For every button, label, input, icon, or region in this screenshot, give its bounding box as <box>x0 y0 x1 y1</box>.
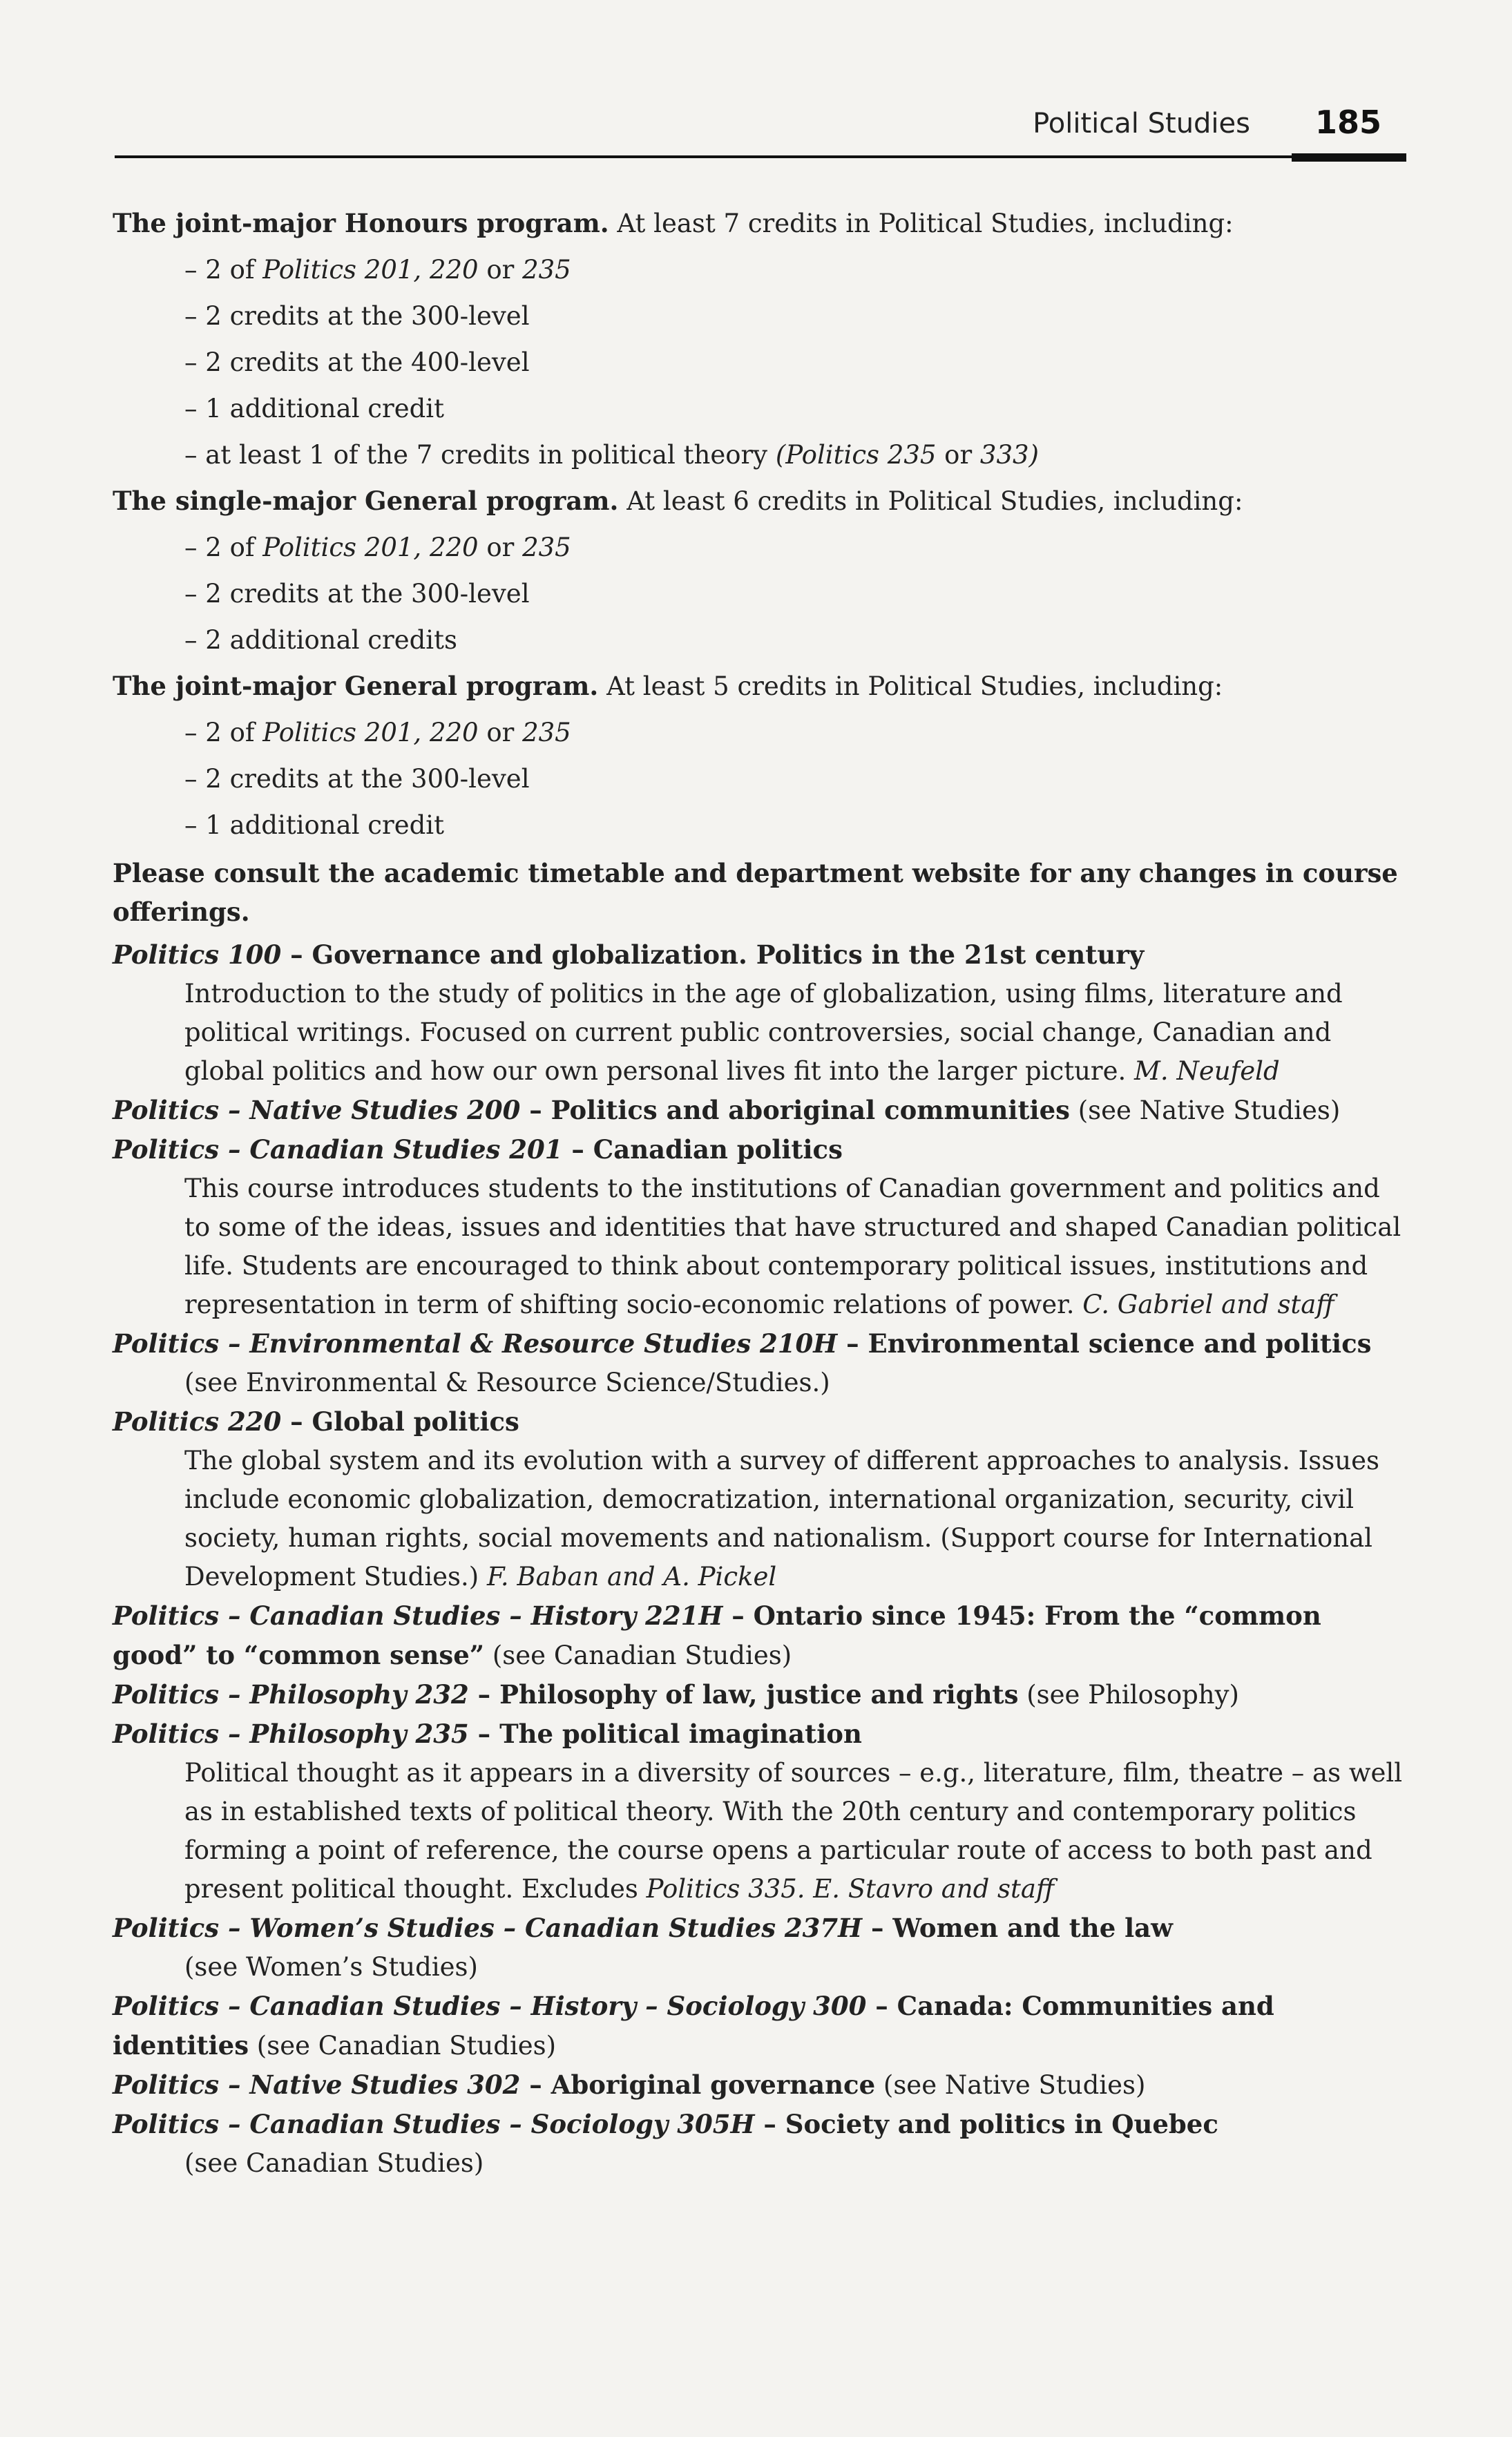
program-block <box>113 200 1404 478</box>
course-instructor: C. Gabriel and staff <box>1082 1290 1334 1319</box>
course-code: Politics 100 <box>113 939 282 970</box>
course-entry: Politics – Canadian Studies – Sociology 305H – Society and politics in Quebec (see Canadian Studies) <box>113 2105 1404 2183</box>
course-see-note: (see Canadian Studies) <box>484 1641 792 1670</box>
course-code: Politics – Canadian Studies – History – Sociology 300 <box>113 1991 867 2021</box>
course-entry: Politics 100 – Governance and globalization. Politics in the 21st century Introduction to the study of politics in the age of globalization, using films, literature and political writings. Focused on current public controversies, social change, Canadian and global politics and how our own personal lives fit into the larger picture. M. Neufeld <box>113 935 1404 1091</box>
course-instructor: E. Stavro and staff <box>805 1874 1055 1904</box>
course-entry: Politics – Native Studies 302 – Aboriginal governance (see Native Studies) <box>113 2070 1146 2100</box>
requirement-item: – at least 1 of the 7 credits in political theory (Politics 235 or 333) <box>184 440 1039 470</box>
program-block <box>113 478 1404 663</box>
course-description: Political thought as it appears in a diversity of sources – e.g., literature, film, theatre – as well as in established texts of political theory. With the 20th century and contemporary politics forming a point of reference, the course opens a particular route of access to both past and present political thought. Excludes Politics 335. E. Stavro and staff <box>184 1758 1403 1904</box>
course-see-note: (see Philosophy) <box>1018 1680 1239 1710</box>
course-code: Politics – Women’s Studies – Canadian Studies 237H <box>113 1913 863 1943</box>
timetable-notice: Please consult the academic timetable and department website for any changes in course offerings. <box>113 858 1398 927</box>
course-title: Women and the law <box>892 1913 1173 1943</box>
course-code: Politics – Canadian Studies – Sociology 305H <box>113 2109 755 2139</box>
page-number: 185 <box>1314 104 1381 141</box>
course-title: Global politics <box>312 1406 519 1437</box>
course-title: The political imagination <box>499 1719 862 1749</box>
course-see-note: (see Environmental & Resource Science/Studies.) <box>184 1368 830 1397</box>
page-body <box>113 200 1404 2183</box>
course-description: Introduction to the study of politics in the age of globalization, using films, literature and political writings. Focused on current public controversies, social change, Canadian and global politics and how our own personal lives fit into the larger picture. M. Neufeld <box>184 979 1343 1086</box>
course-entry: Politics – Native Studies 200 – Politics and aboriginal communities (see Native Studies) <box>113 1095 1341 1125</box>
course-see-note: (see Native Studies) <box>875 2070 1146 2100</box>
requirement-item: – 1 additional credit <box>184 394 444 423</box>
program-title: The single-major General program. <box>113 486 619 516</box>
course-title: Society and politics in Quebec <box>785 2109 1218 2139</box>
course-title: Environmental science and politics <box>868 1328 1372 1359</box>
course-entry: Politics – Philosophy 232 – Philosophy of law, justice and rights (see Philosophy) <box>113 1679 1239 1710</box>
course-title: Ontario since 1945: From the “common good” to “common sense” <box>113 1600 1321 1670</box>
course-title: Canada: Communities and identities <box>113 1991 1274 2061</box>
course-instructor: M. Neufeld <box>1134 1056 1280 1086</box>
course-entry: Politics – Canadian Studies – History 221H – Ontario since 1945: From the “common good” to “common sense” (see Canadian Studies) <box>113 1600 1321 1670</box>
course-code: Politics 220 <box>113 1406 282 1437</box>
course-title: Canadian politics <box>593 1134 843 1165</box>
requirement-item: – 1 additional credit <box>184 810 444 840</box>
course-entry: Politics – Canadian Studies 201 – Canadian politics This course introduces students to the institutions of Canadian government and politics and to some of the ideas, issues and identities that have structured and shaped Canadian political life. Students are encouraged to think about contemporary political issues, institutions and representation in term of shifting socio-economic relations of power. C. Gabriel and staff <box>113 1130 1404 1324</box>
requirement-item: – 2 of Politics 201, 220 or 235 <box>184 533 571 562</box>
header-rule <box>115 155 1406 158</box>
program-heading <box>113 663 1404 709</box>
course-excludes: Politics 335. <box>646 1874 805 1904</box>
course-entry: Politics – Environmental & Resource Studies 210H – Environmental science and politics (see Environmental & Resource Science/Studies.) <box>113 1324 1404 1402</box>
program-title: The joint-major General program. <box>113 671 599 701</box>
program-intro: At least 6 credits in Political Studies, including: <box>626 486 1243 516</box>
requirement-item: – 2 credits at the 300-level <box>184 301 530 331</box>
requirement-item: – 2 additional credits <box>184 625 457 655</box>
requirement-item: – 2 of Politics 201, 220 or 235 <box>184 255 571 285</box>
requirement-item: – 2 credits at the 400-level <box>184 347 530 377</box>
course-code: Politics – Native Studies 302 <box>113 2070 521 2100</box>
section-title: Political Studies <box>1033 108 1250 140</box>
requirement-item: – 2 of Politics 201, 220 or 235 <box>184 718 571 747</box>
program-heading <box>113 478 1404 524</box>
course-title: Politics and aboriginal communities <box>551 1095 1070 1125</box>
course-title: Aboriginal governance <box>551 2070 876 2100</box>
course-entry: Politics – Philosophy 235 – The political imagination Political thought as it appears in a diversity of sources – e.g., literature, film, theatre – as well as in established texts of political theory. With the 20th century and contemporary politics forming a point of reference, the course opens a particular route of access to both past and present political thought. Excludes Politics 335. E. Stavro and staff <box>113 1714 1404 1909</box>
requirement-item: – 2 credits at the 300-level <box>184 579 530 609</box>
course-see-note: (see Canadian Studies) <box>184 2148 484 2178</box>
course-description: This course introduces students to the institutions of Canadian government and politics and to some of the ideas, issues and identities that have structured and shaped Canadian political life. Students are encouraged to think about contemporary political issues, institutions and representation in term of shifting socio-economic relations of power. C. Gabriel and staff <box>184 1174 1401 1319</box>
program-intro: At least 5 credits in Political Studies, including: <box>606 671 1223 701</box>
course-title: Governance and globalization. Politics in the 21st century <box>312 939 1145 970</box>
course-description: The global system and its evolution with a survey of different approaches to analysis. Issues include economic globalization, democratization, international organization, security, civil society, human rights, social movements and nationalism. (Support course for International Development Studies.) F. Baban and A. Pickel <box>184 1446 1379 1592</box>
running-header <box>111 104 1409 159</box>
program-intro: At least 7 credits in Political Studies, including: <box>617 209 1234 238</box>
course-entry: Politics 220 – Global politics The global system and its evolution with a survey of different approaches to analysis. Issues include economic globalization, democratization, international organization, security, civil society, human rights, social movements and nationalism. (Support course for International Development Studies.) F. Baban and A. Pickel <box>113 1402 1404 1596</box>
course-code: Politics – Canadian Studies 201 <box>113 1134 563 1165</box>
program-title: The joint-major Honours program. <box>113 208 609 238</box>
course-code: Politics – Environmental & Resource Studies 210H <box>113 1328 838 1359</box>
course-code: Politics – Native Studies 200 <box>113 1095 521 1125</box>
header-rule-accent <box>1292 153 1406 162</box>
course-code: Politics – Canadian Studies – History 221H <box>113 1600 723 1631</box>
course-code: Politics – Philosophy 235 <box>113 1719 469 1749</box>
course-see-note: (see Canadian Studies) <box>249 2031 557 2061</box>
course-see-note: (see Women’s Studies) <box>184 1952 478 1982</box>
course-title: Philosophy of law, justice and rights <box>499 1679 1019 1710</box>
course-entry: Politics – Canadian Studies – History – Sociology 300 – Canada: Communities and identities (see Canadian Studies) <box>113 1991 1274 2061</box>
program-heading <box>113 200 1404 247</box>
program-block <box>113 663 1404 848</box>
course-see-note: (see Native Studies) <box>1069 1096 1341 1125</box>
course-entry: Politics – Women’s Studies – Canadian Studies 237H – Women and the law (see Women’s Studies) <box>113 1909 1404 1987</box>
course-instructor: F. Baban and A. Pickel <box>487 1562 777 1592</box>
requirement-item: – 2 credits at the 300-level <box>184 764 530 794</box>
course-code: Politics – Philosophy 232 <box>113 1679 469 1710</box>
